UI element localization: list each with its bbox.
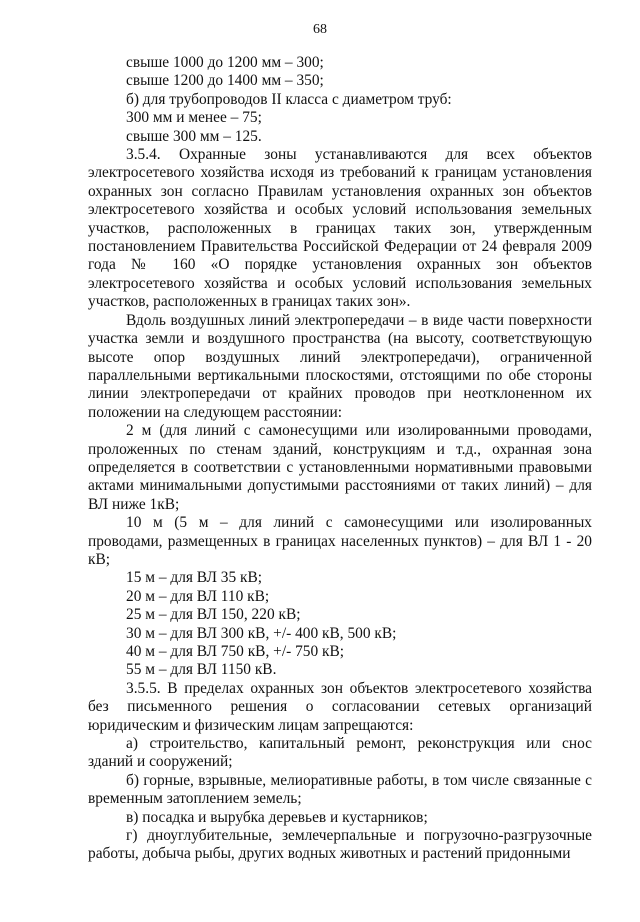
paragraph-list-item: свыше 300 мм – 125. <box>126 127 262 145</box>
paragraph-list-item: 55 м – для ВЛ 1150 кВ. <box>126 661 277 679</box>
paragraph-overhead-lines: Вдоль воздушных линий электропередачи – в виде части поверхности участка земли и воздушного пространства (на высоту, соответствующую высоте опор воздушных линий электропередачи), ограниченной параллельными вертикальными плоскостями, отстоящими по обе стороны линии электропередачи от крайних проводов при неотклоненном их положении на следующем расстоянии: <box>88 311 592 421</box>
paragraph-list-item: свыше 1000 до 1200 мм – 300; <box>126 54 324 71</box>
paragraph-list-item: 15 м – для ВЛ 35 кВ; <box>126 569 263 587</box>
paragraph-list-item: 25 м – для ВЛ 150, 220 кВ; <box>126 606 301 624</box>
paragraph-3-5-5: 3.5.5. В пределах охранных зон объектов электросетевого хозяйства без письменного решения о согласовании сетевых организаций юридическим и физическим лицам запрещаются: <box>88 679 592 734</box>
paragraph-list-item: 30 м – для ВЛ 300 кВ, +/- 400 кВ, 500 кВ; <box>126 624 397 642</box>
page-content <box>88 54 592 864</box>
paragraph-list-item: 20 м – для ВЛ 110 кВ; <box>126 587 270 605</box>
paragraph-list-item: 40 м – для ВЛ 750 кВ, +/- 750 кВ; <box>126 643 345 660</box>
paragraph-item-a: а) строительство, капитальный ремонт, реконструкция или снос зданий и сооружений; <box>88 735 592 771</box>
paragraph-item-g: г) дноуглубительные, землечерпальные и погрузочно-разгрузочные работы, добыча рыбы, других водных животных и растений придонными <box>88 827 592 863</box>
paragraph-3-5-4: 3.5.4. Охранные зоны устанавливаются для всех объектов электросетевого хозяйства исходя из требований к границам установления охранных зон согласно Правилам установления охранных зон объектов электросетевого хозяйства и особых условий использования земельных участков, расположенных в границах таких зон, утвержденным постановлением Правительства Российской Федерации от 24 февраля 2009 года № 160 «О порядке установления охранных зон объектов электросетевого хозяйства и особых условий использования земельных участков, расположенных в границах таких зон». <box>88 146 592 311</box>
paragraph-list-item: б) для трубопроводов II класса с диаметром труб: <box>126 90 452 108</box>
paragraph-list-item: свыше 1200 до 1400 мм – 350; <box>126 72 324 90</box>
paragraph-item-v: в) посадка и вырубка деревьев и кустарников; <box>126 808 428 826</box>
paragraph-list-item: 300 мм и менее – 75; <box>126 109 262 127</box>
paragraph-item-b: б) горные, взрывные, мелиоративные работы, в том числе связанные с временным затоплением земель; <box>88 771 592 808</box>
paragraph-10m-zone: 10 м (5 м – для линий с самонесущими или изолированных проводами, размещенных в границах населенных пунктов) – для ВЛ 1 - 20 кВ; <box>88 514 592 568</box>
paragraph-2m-zone: 2 м (для линий с самонесущими или изолированными проводами, проложенных по стенам зданий, конструкциям и т.д., охранная зона определяется в соответствии с установленными нормативными правовыми актами минимальными допустимыми расстояниями от таких линий) – для ВЛ ниже 1кВ; <box>88 422 592 513</box>
page-number: 68 <box>313 22 327 37</box>
